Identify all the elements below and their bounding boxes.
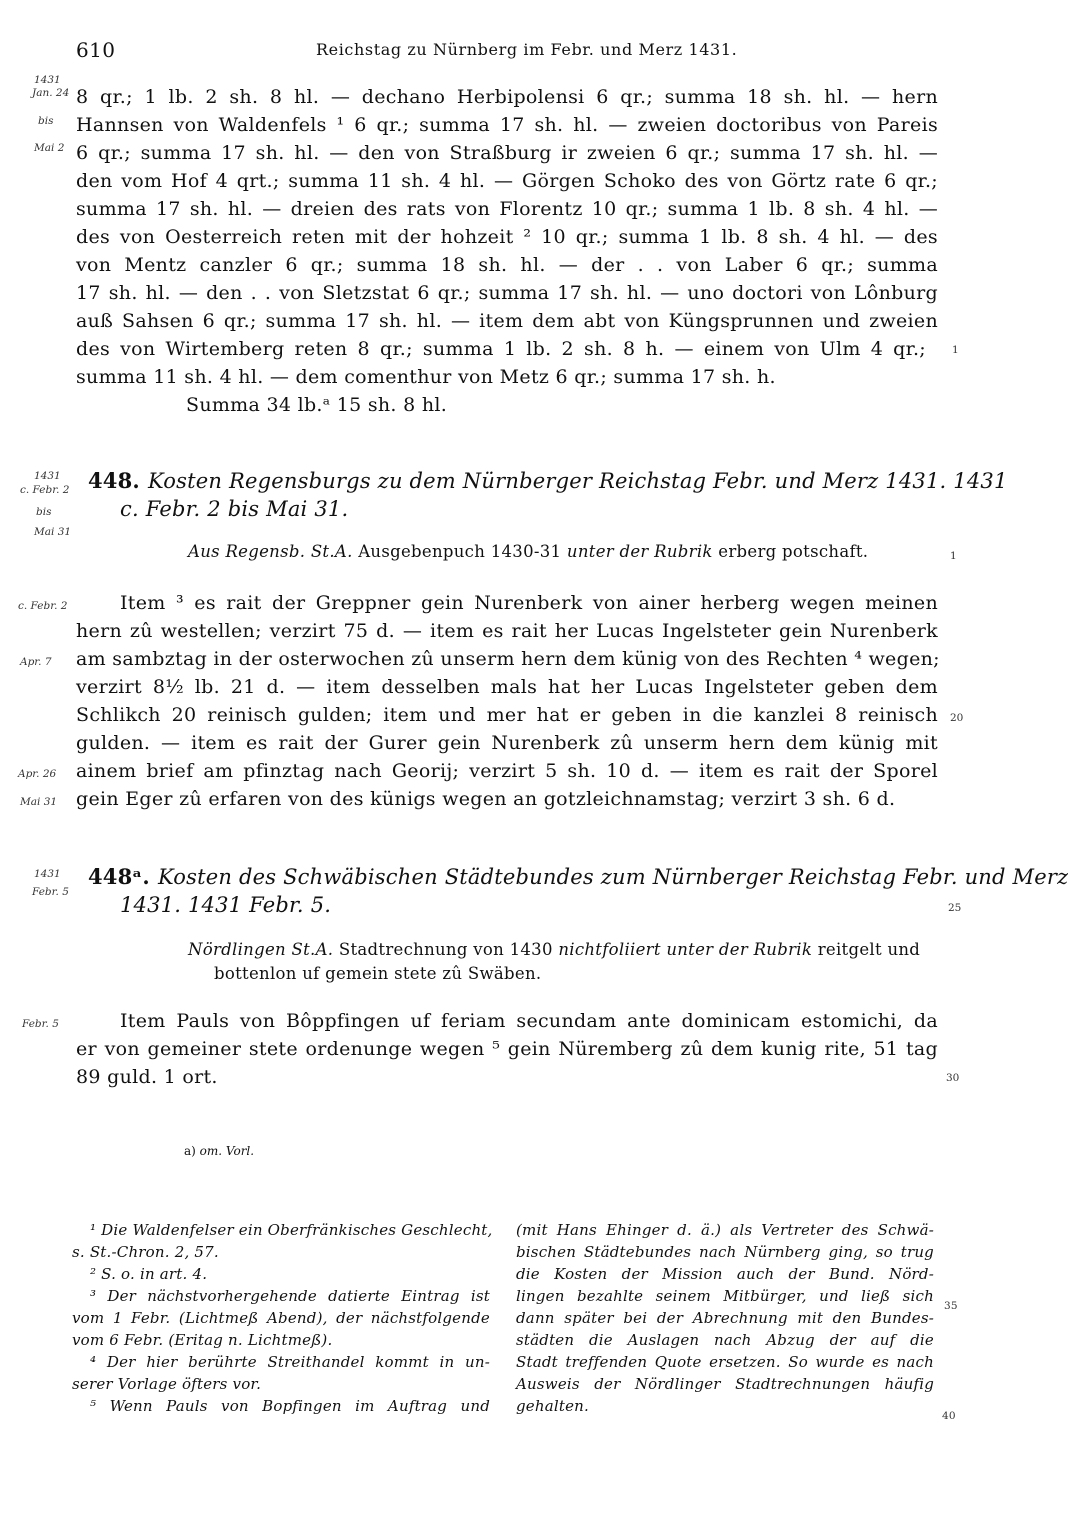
footnote-line: s. St.-Chron. 2, 57. <box>72 1243 219 1261</box>
footnote-line: die Kosten der Mission auch der Bund. Nörd- <box>516 1265 934 1283</box>
text-line: Hannsen von Waldenfels ¹ 6 qr.; summa 17 sh. hl. — zweien doctoribus von Pareis <box>76 114 938 136</box>
footnote-line: vom 1 Febr. (Lichtmeß Abend), der nächstfolgende <box>72 1309 490 1327</box>
text-line: des von Wirtemberg reten 8 qr.; summa 1 lb. 2 sh. 8 h. — einem von Ulm 4 qr.; <box>76 338 926 360</box>
text-line: 6 qr.; summa 17 sh. hl. — den von Straßburg ir zweien 6 qr.; summa 17 sh. hl. — <box>76 142 938 164</box>
text-line: 17 sh. hl. — den . . von Sletzstat 6 qr.; summa 17 sh. hl. — uno doctori von Lônburg <box>76 282 938 304</box>
variant-text: om. Vorl. <box>199 1144 255 1158</box>
source-line-cont: bottenlon uf gemein stete zû Swäben. <box>214 964 542 983</box>
margin-date: Jan. 24 <box>32 87 70 99</box>
title-text: Kosten des Schwäbischen Städtebundes zum Nürnberger Reichstag Febr. und Merz <box>157 865 1068 889</box>
source-archive: Nördlingen St.A. <box>188 940 334 959</box>
text-line: hern zû westellen; verzirt 75 d. — item es rait her Lucas Ingelsteter gein Nurenberk <box>76 620 938 642</box>
text-line: summa 11 sh. 4 hl. — dem comenthur von Metz 6 qr.; summa 17 sh. h. <box>76 366 776 388</box>
source-rubric-label: unter der Rubrik <box>566 542 713 561</box>
text-line: Schlikch 20 reinisch gulden; item und mer hat er geben in die kanzlei 8 reinisch <box>76 704 938 726</box>
line-marker: 1 <box>950 550 957 562</box>
source-rubric: reitgelt und <box>817 940 921 959</box>
footnote-line: ¹ Die Waldenfelser ein Oberfränkisches Geschlecht, <box>90 1221 493 1239</box>
source-line <box>188 940 920 959</box>
text-line: 8 qr.; 1 lb. 2 sh. 8 hl. — dechano Herbipolensi 6 qr.; summa 18 sh. hl. — hern <box>76 86 938 108</box>
footnote-line: vom 6 Febr. (Eritag n. Lichtmeß). <box>72 1331 333 1349</box>
footnote-line: serer Vorlage öfters vor. <box>72 1375 262 1393</box>
footnote-line: Ausweis der Nördlinger Stadtrechnungen häufig <box>516 1375 934 1393</box>
footnote-line: lingen bezahlte seinem Mitbürger, und ließ sich <box>516 1287 934 1305</box>
text-line: summa 17 sh. hl. — dreien des rats von Florentz 10 qr.; summa 1 lb. 8 sh. 4 hl. — <box>76 198 938 220</box>
footnote-line: dann später bei der Abrechnung mit den Bundes- <box>516 1309 934 1327</box>
margin-date: Mai 2 <box>34 142 65 154</box>
line-marker: 25 <box>948 902 962 914</box>
entry-title-cont: 1431. 1431 Febr. 5. <box>120 893 332 917</box>
title-text: Kosten Regensburgs zu dem Nürnberger Reichstag Febr. und Merz 1431. 1431 <box>147 469 1008 493</box>
margin-date: 1431 <box>34 470 61 482</box>
footnote-line: (mit Hans Ehinger d. ä.) als Vertreter des Schwä- <box>516 1221 934 1239</box>
sum-total: Summa 34 lb.ᵃ 15 sh. 8 hl. <box>186 394 448 416</box>
text-line: am sambztag in der osterwochen zû unserm hern dem künig von des Rechten ⁴ wegen; <box>76 648 940 670</box>
margin-date: 1431 <box>34 868 61 880</box>
source-line <box>188 542 868 561</box>
entry-title <box>88 864 1068 889</box>
footnote-line: ⁵ Wenn Pauls von Bopfingen im Auftrag und <box>90 1397 490 1415</box>
line-marker: 1 <box>952 344 959 356</box>
footnote-line: gehalten. <box>516 1397 590 1415</box>
text-line: den vom Hof 4 qrt.; summa 11 sh. 4 hl. — Görgen Schoko des von Görtz rate 6 qr.; <box>76 170 938 192</box>
text-line: er von gemeiner stete ordenunge wegen ⁵ gein Nüremberg zû dem kunig rite, 51 tag <box>76 1038 938 1060</box>
variant-label: a) <box>184 1144 196 1158</box>
source-rubric: erberg potschaft. <box>718 542 869 561</box>
margin-date: c. Febr. 2 <box>18 600 68 612</box>
margin-date: Mai 31 <box>20 796 58 808</box>
margin-date: Apr. 26 <box>18 768 57 780</box>
margin-date: bis <box>38 115 54 127</box>
text-line: von Mentz canzler 6 qr.; summa 18 sh. hl. — der . . von Laber 6 qr.; summa <box>76 254 938 276</box>
entry-title-cont: c. Febr. 2 bis Mai 31. <box>120 497 349 521</box>
text-line: des von Oesterreich reten mit der hohzeit ² 10 qr.; summa 1 lb. 8 sh. 4 hl. — des <box>76 226 938 248</box>
source-archive: Aus Regensb. St.A. <box>188 542 353 561</box>
entry-number: 448ᵃ. <box>88 864 150 889</box>
text-line: auß Sahsen 6 qr.; summa 17 sh. hl. — item dem abt von Küngsprunnen und zweien <box>76 310 938 332</box>
text-line: Item ³ es rait der Greppner gein Nurenberk von ainer herberg wegen meinen <box>120 592 938 614</box>
margin-date: Febr. 5 <box>22 1018 59 1030</box>
line-marker: 40 <box>942 1410 956 1422</box>
text-line: gulden. — item es rait der Gurer gein Nurenberk zû unserm hern dem künig mit <box>76 732 938 754</box>
running-title: Reichstag zu Nürnberg im Febr. und Merz 1431. <box>316 40 738 59</box>
source-volume: Stadtrechnung von 1430 <box>338 940 553 959</box>
line-marker: 30 <box>946 1072 960 1084</box>
page-number: 610 <box>76 38 116 62</box>
source-rubric-label: nichtfoliiert unter der Rubrik <box>558 940 813 959</box>
margin-date: Febr. 5 <box>32 886 69 898</box>
margin-date: Apr. 7 <box>20 656 52 668</box>
margin-date: bis <box>36 506 52 518</box>
text-line: ainem brief am pfinztag nach Georij; verzirt 5 sh. 10 d. — item es rait der Sporel <box>76 760 938 782</box>
entry-number: 448. <box>88 468 140 493</box>
margin-date: 1431 <box>34 74 61 86</box>
footnote-line: ⁴ Der hier berührte Streithandel kommt in un- <box>90 1353 490 1371</box>
line-marker: 35 <box>944 1300 958 1312</box>
variant-note <box>184 1144 254 1158</box>
entry-title <box>88 468 1008 493</box>
footnote-line: Stadt treffenden Quote ersetzen. So wurde es nach <box>516 1353 934 1371</box>
margin-date: c. Febr. 2 <box>20 484 70 496</box>
footnote-line: ² S. o. in art. 4. <box>90 1265 208 1283</box>
margin-date: Mai 31 <box>34 526 72 538</box>
text-line: Item Pauls von Bôppfingen uf feriam secundam ante dominicam estomichi, da <box>120 1010 938 1032</box>
text-line: verzirt 8½ lb. 21 d. — item desselben mals hat her Lucas Ingelsteter geben dem <box>76 676 938 698</box>
source-volume: Ausgebenpuch 1430-31 <box>358 542 562 561</box>
line-marker: 20 <box>950 712 964 724</box>
text-line: gein Eger zû erfaren von des künigs wegen an gotzleichnamstag; verzirt 3 sh. 6 d. <box>76 788 896 810</box>
footnote-line: bischen Städtebundes nach Nürnberg ging, so trug <box>516 1243 934 1261</box>
footnote-line: städten die Auslagen nach Abzug der auf die <box>516 1331 934 1349</box>
footnote-line: ³ Der nächstvorhergehende datierte Eintrag ist <box>90 1287 490 1305</box>
text-line: 89 guld. 1 ort. <box>76 1066 218 1088</box>
